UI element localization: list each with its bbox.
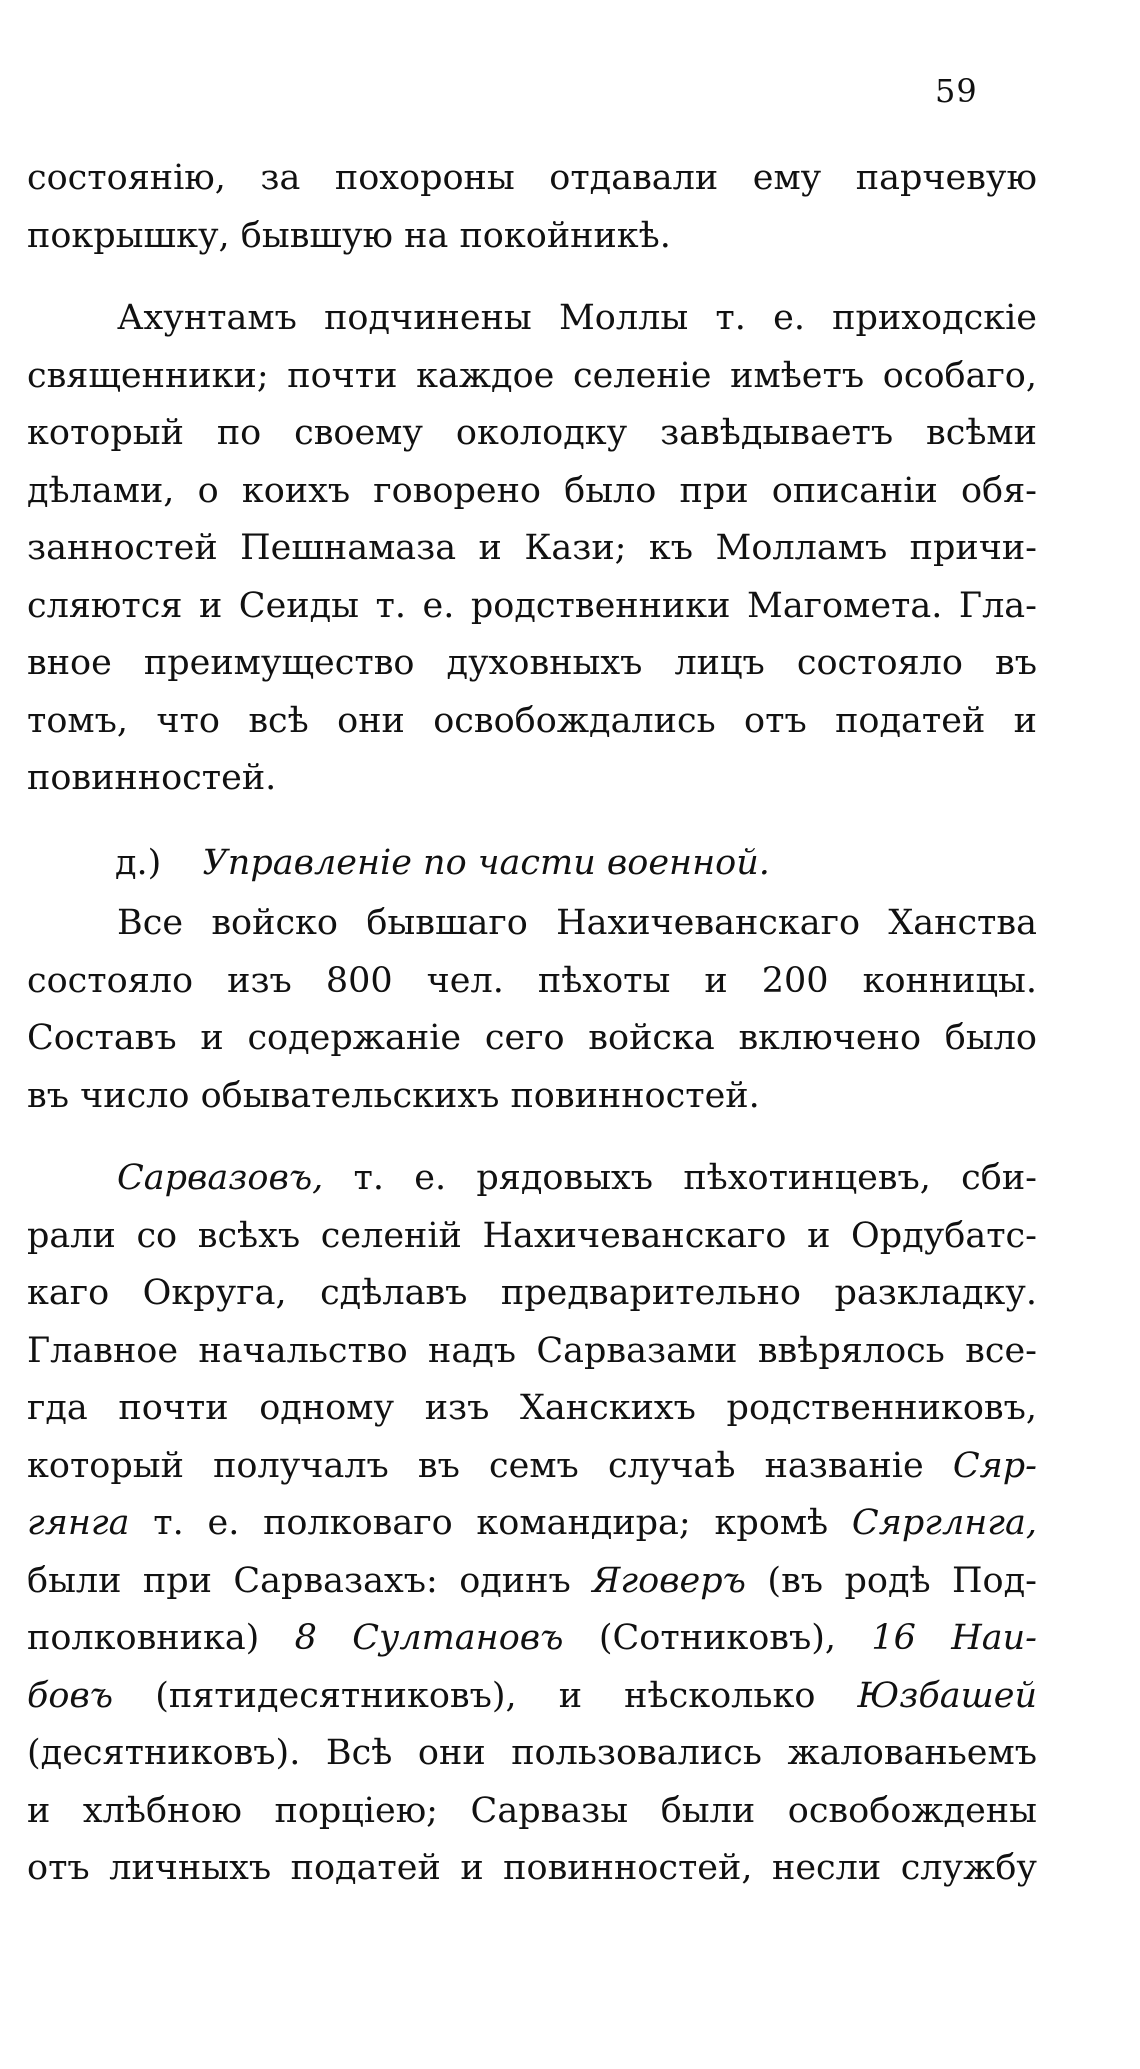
text-line: повинностей. [27,758,277,798]
paragraph-4 [27,1150,1037,1898]
text-segment: т. е. рядовыхъ пѣхотинцевъ, сби- [323,1158,1037,1198]
italic-term: Юзбашей [857,1675,1037,1716]
text-line: и хлѣбною порціею; Сарвазы были освобождены [27,1790,1037,1831]
text-line: Ахунтамъ подчинены Моллы т. е. приходскіе [117,298,1037,338]
italic-term: Сярглнга, [851,1503,1037,1543]
italic-term: Сарвазовъ, [117,1158,324,1198]
italic-term: 16 Наи- [871,1618,1037,1658]
text-segment: (пятидесятниковъ), и нѣсколько [113,1675,858,1716]
text-line: отъ личныхъ податей и повинностей, несли службу [27,1848,1037,1888]
text-segment: были при Сарвазахъ: одинъ [27,1560,593,1601]
text-line: Составъ и содержаніе сего войска включено было [27,1018,1037,1058]
text-line [27,1150,1037,1208]
text-line: занностей Пешнамаза и Кази; къ Молламъ причи- [27,528,1037,568]
italic-term: Яговеръ [592,1560,746,1601]
section-title: Управленіе по части военной. [202,843,770,883]
text-line: вное преимущество духовныхъ лицъ состояло въ [27,643,1037,683]
text-line: Все войско бывшаго Нахичеванскаго Ханства [117,903,1037,943]
text-line: томъ, что всѣ они освобождались отъ податей и [27,700,1037,741]
text-line [27,1553,1037,1611]
text-line: состоянію, за похороны отдавали ему парчевую [27,158,1037,198]
italic-term: гянга [27,1503,130,1543]
text-line: состояло изъ 800 чел. пѣхоты и 200 конницы. [27,960,1037,1001]
text-line [27,1610,1037,1668]
text-line: покрышку, бывшую на покойникѣ. [27,215,671,256]
text-segment: полковника) [27,1618,295,1658]
paragraph-2 [27,290,1037,808]
text-line: священники; почти каждое селеніе имѣетъ особаго, [27,355,1037,396]
text-line: Главное начальство надъ Сарвазами ввѣрялось все- [27,1330,1037,1371]
text-line: сляются и Сеиды т. е. родственники Магомета. Гла- [27,585,1037,626]
text-line: дѣлами, о коихъ говорено было при описаніи обя- [27,470,1037,511]
italic-term: бовъ [27,1675,114,1716]
section-letter: д.) [115,843,162,883]
italic-term: Сяр- [952,1445,1037,1486]
text-segment: (въ родѣ Под- [746,1560,1037,1601]
text-line: (десятниковъ). Всѣ они пользовались жалованьемъ [27,1733,1037,1773]
section-heading [115,835,770,893]
text-line: рали со всѣхъ селеній Нахичеванскаго и Ордубатс- [27,1215,1037,1256]
text-line: въ число обывательскихъ повинностей. [27,1075,760,1116]
text-segment: (Сотниковъ), [563,1618,872,1658]
text-segment: который получалъ въ семъ случаѣ названіе [27,1445,953,1486]
text-line [27,1438,1037,1496]
paragraph-1 [27,150,1037,265]
text-segment: т. е. полковаго командира; кромѣ [129,1503,852,1543]
text-line [27,1495,1037,1553]
page-number: 59 [935,72,978,110]
text-line: гда почти одному изъ Ханскихъ родственниковъ, [27,1388,1037,1428]
text-line: который по своему околодку завѣдываетъ всѣми [27,413,1037,453]
paragraph-3 [27,895,1037,1125]
text-line [27,1668,1037,1726]
text-line: каго Округа, сдѣлавъ предварительно разкладку. [27,1273,1037,1313]
italic-term: 8 Султановъ [294,1618,564,1658]
